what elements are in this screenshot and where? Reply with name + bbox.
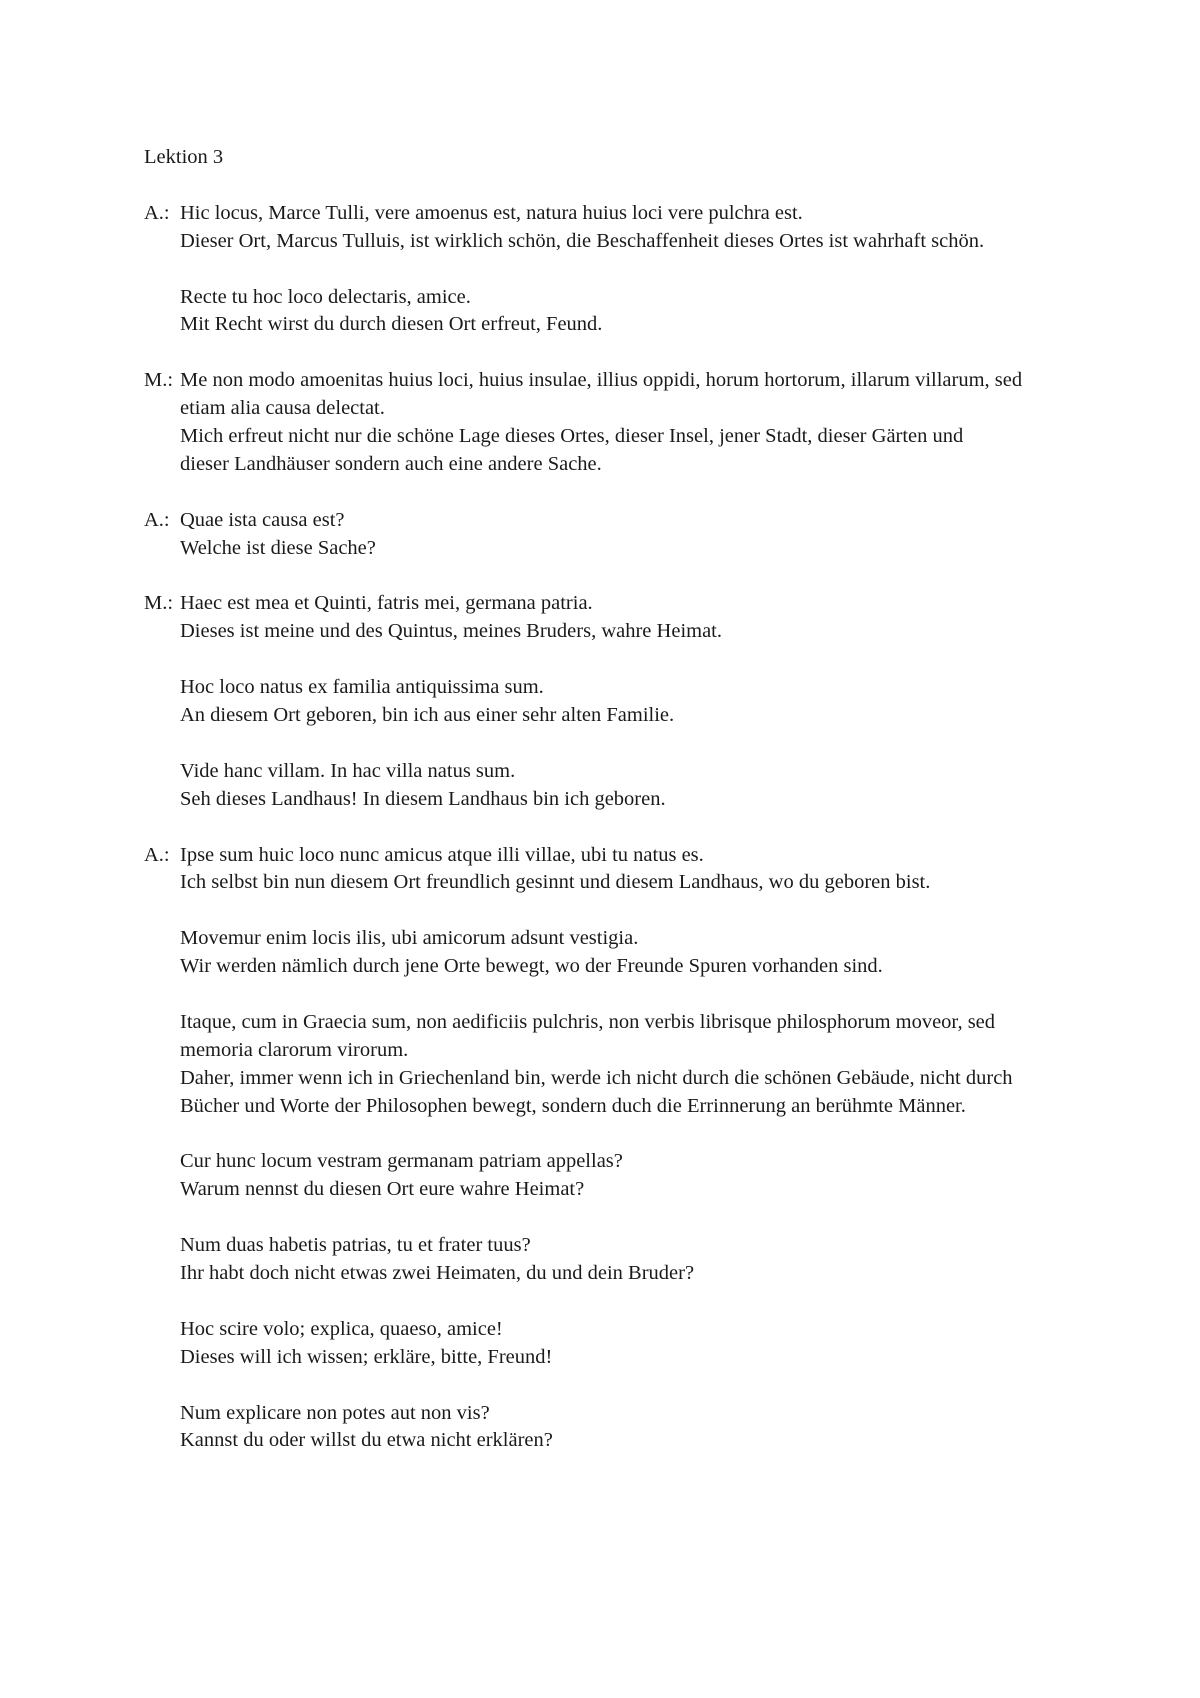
- latin-text: Hic locus, Marce Tulli, vere amoenus est, natura huius loci vere pulchra est.: [180, 201, 803, 224]
- latin-text: Me non modo amoenitas huius loci, huius insulae, illius oppidi, horum hortorum, illarum villarum, sed etiam alia causa delectat.: [180, 369, 1023, 420]
- german-translation: Dieses will ich wissen; erkläre, bitte, Freund!: [180, 1345, 553, 1368]
- dialogue-paragraph: [180, 842, 1064, 898]
- latin-text: Movemur enim locis ilis, ubi amicorum adsunt vestigia.: [180, 927, 639, 950]
- latin-text: Ipse sum huic loco nunc amicus atque illi villae, ubi tu natus es.: [180, 843, 704, 866]
- speaker-label: M.:: [144, 369, 174, 392]
- latin-text: Num duas habetis patrias, tu et frater tuus?: [180, 1234, 531, 1257]
- german-translation: Welche ist diese Sache?: [180, 536, 376, 559]
- dialogue-paragraph: [180, 590, 1064, 646]
- latin-text: Num explicare non potes aut non vis?: [180, 1401, 490, 1424]
- speaker-label: M.:: [144, 592, 174, 615]
- latin-text: Haec est mea et Quinti, fatris mei, germana patria.: [180, 592, 593, 615]
- latin-text: Hoc scire volo; explica, quaeso, amice!: [180, 1317, 503, 1340]
- german-translation: Mich erfreut nicht nur die schöne Lage dieses Ortes, dieser Insel, jener Stadt, dieser Gärten und dieser Landhäuser sondern auch eine andere Sache.: [180, 425, 964, 475]
- dialogue-content: [180, 590, 1064, 813]
- dialogue-entry: [144, 200, 1064, 340]
- german-translation: Wir werden nämlich durch jene Orte bewegt, wo der Freunde Spuren vorhanden sind.: [180, 955, 883, 978]
- dialogue-content: [180, 842, 1064, 1456]
- dialogue-paragraph: [180, 925, 1064, 981]
- dialogue-content: [180, 507, 1064, 563]
- latin-text: Cur hunc locum vestram germanam patriam appellas?: [180, 1150, 623, 1173]
- german-translation: Kannst du oder willst du etwa nicht erklären?: [180, 1429, 553, 1452]
- dialogue-paragraph: [180, 758, 1064, 814]
- german-translation: Warum nennst du diesen Ort eure wahre Heimat?: [180, 1178, 585, 1201]
- german-translation: An diesem Ort geboren, bin ich aus einer sehr alten Familie.: [180, 704, 675, 727]
- german-translation: Seh dieses Landhaus! In diesem Landhaus bin ich geboren.: [180, 787, 666, 810]
- dialogue-content: [180, 367, 1064, 479]
- german-translation: Ihr habt doch nicht etwas zwei Heimaten, du und dein Bruder?: [180, 1262, 695, 1285]
- lesson-title: Lektion 3: [144, 146, 224, 168]
- latin-text: Hoc loco natus ex familia antiquissima sum.: [180, 676, 544, 699]
- dialogue-paragraph: [180, 1400, 1064, 1456]
- latin-text: Itaque, cum in Graecia sum, non aedificiis pulchris, non verbis librisque philosphorum moveor, sed memoria clarorum virorum.: [180, 1010, 996, 1061]
- speaker-label: A.:: [144, 201, 170, 224]
- dialogue-entry: [144, 842, 1064, 1456]
- german-translation: Daher, immer wenn ich in Griechenland bin, werde ich nicht durch die schönen Gebäude, nicht durch Bücher und Worte der Philosophen bewegt, sondern duch die Errinnerung an berühmte Männer.: [180, 1066, 1013, 1117]
- speaker-label: A.:: [144, 843, 170, 866]
- latin-text: Vide hanc villam. In hac villa natus sum.: [180, 759, 516, 782]
- speaker-label: A.:: [144, 508, 170, 531]
- dialogue-entry: [144, 507, 1064, 563]
- german-translation: Ich selbst bin nun diesem Ort freundlich gesinnt und diesem Landhaus, wo du geboren bist.: [180, 871, 931, 894]
- dialogue-paragraph: [180, 674, 1064, 730]
- dialogue-paragraph: [180, 367, 1064, 479]
- dialogue-entry: [144, 367, 1064, 479]
- latin-text: Quae ista causa est?: [180, 508, 345, 531]
- dialogue-content: [180, 200, 1064, 340]
- german-translation: Mit Recht wirst du durch diesen Ort erfreut, Feund.: [180, 313, 603, 336]
- dialogue-paragraph: [180, 1148, 1064, 1204]
- document-page: [144, 144, 1064, 1483]
- dialogue-paragraph: [180, 1232, 1064, 1288]
- dialogue-paragraph: [180, 1316, 1064, 1372]
- german-translation: Dieses ist meine und des Quintus, meines Bruders, wahre Heimat.: [180, 620, 722, 643]
- dialogue-entry: [144, 590, 1064, 813]
- dialogue-paragraph: [180, 200, 1064, 256]
- latin-text: Recte tu hoc loco delectaris, amice.: [180, 285, 471, 308]
- dialogue-paragraph: [180, 507, 1064, 563]
- dialogue-paragraph: [180, 284, 1064, 340]
- german-translation: Dieser Ort, Marcus Tulluis, ist wirklich schön, die Beschaffenheit dieses Ortes ist wahrhaft schön.: [180, 229, 985, 252]
- dialogue-paragraph: [180, 1009, 1064, 1121]
